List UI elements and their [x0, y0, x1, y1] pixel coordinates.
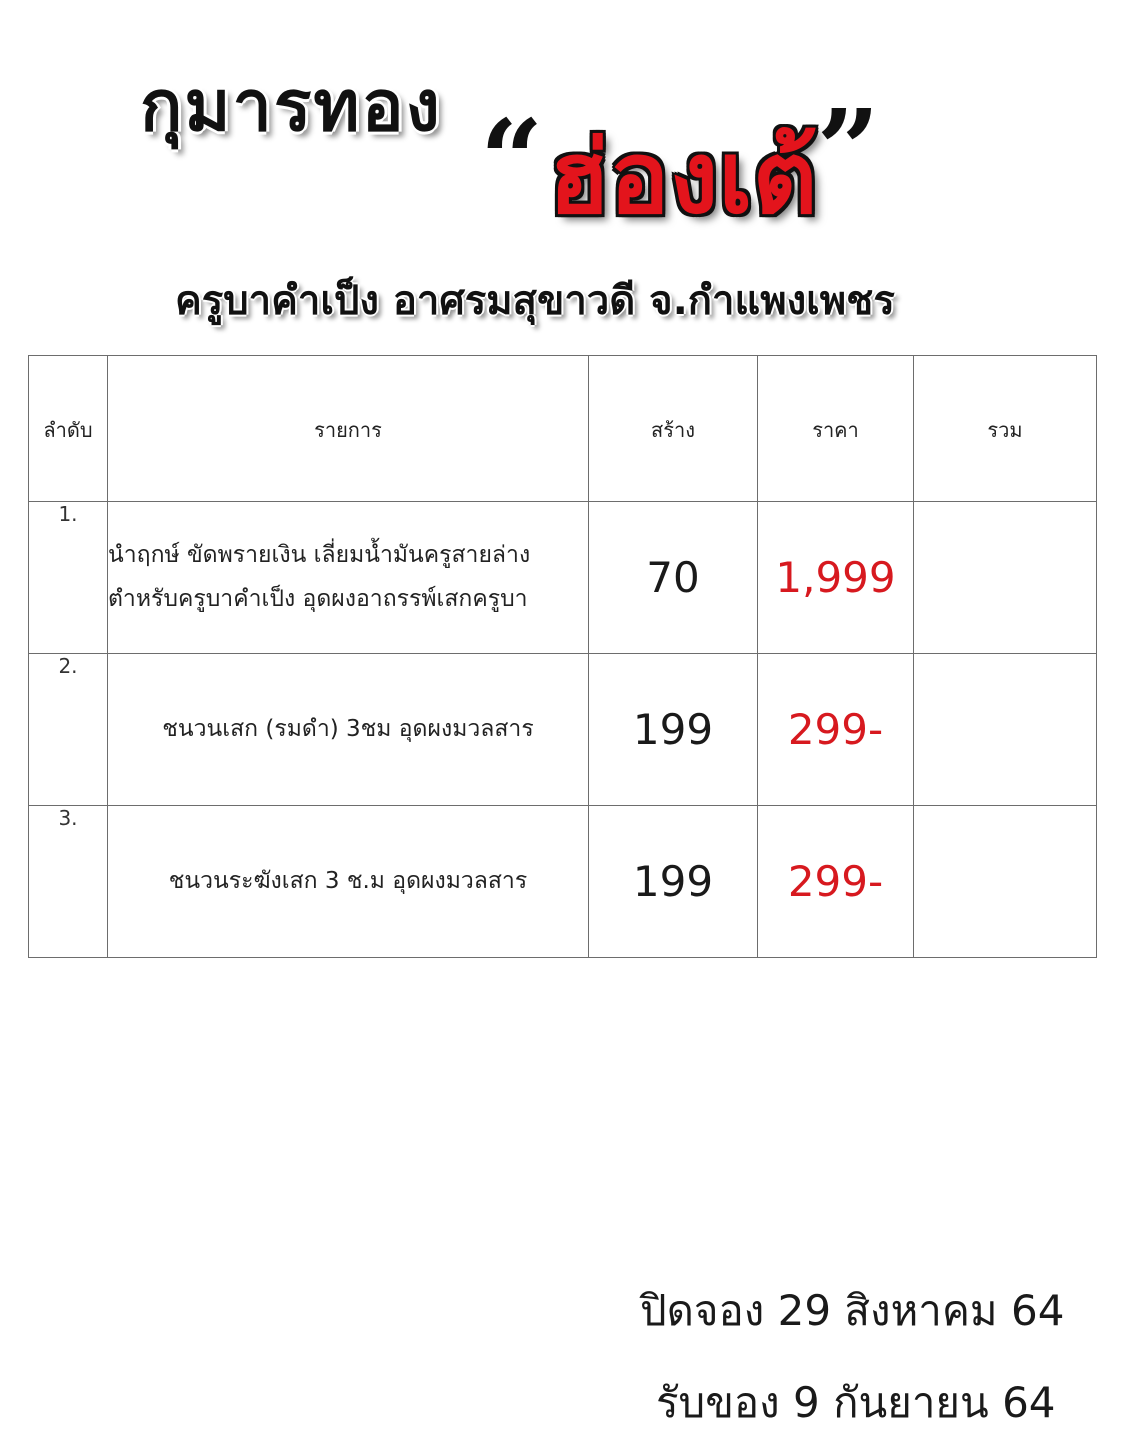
row-description — [108, 502, 589, 654]
row-description — [108, 806, 589, 958]
column-header-price: ราคา — [758, 356, 914, 502]
row-description-line: ชนวนระฆังเสก 3 ช.ม อุดผงมวลสาร — [168, 867, 528, 894]
column-header-index: ลำดับ — [29, 356, 108, 502]
items-table — [28, 355, 1097, 958]
row-price: 1,999 — [758, 502, 914, 654]
table-row — [29, 806, 1097, 958]
title-line-2-group — [480, 85, 880, 236]
table-header-row — [29, 356, 1097, 502]
title-line-1: กุมารทอง — [140, 65, 442, 147]
close-quote: ” — [816, 85, 880, 214]
row-index: 1. — [29, 502, 108, 654]
subtitle: ครูบาคำเป็ง อาศรมสุขาวดี จ.กำแพงเพชร — [175, 278, 895, 324]
row-quantity: 199 — [589, 654, 758, 806]
row-description-line: ตำหรับครูบาคำเป็ง อุดผงอาถรรพ์เสกครูบา — [108, 585, 528, 612]
title-line-2: ฮ่องเต้ — [548, 119, 818, 236]
row-total — [914, 502, 1097, 654]
row-quantity: 70 — [589, 502, 758, 654]
row-description-line: ชนวนเสก (รมดำ) 3ชม อุดผงมวลสาร — [162, 715, 534, 742]
row-index: 2. — [29, 654, 108, 806]
column-header-quantity: สร้าง — [589, 356, 758, 502]
row-description — [108, 654, 589, 806]
receive-goods-date: รับของ 9 กันยายน 64 — [656, 1378, 1056, 1427]
row-total — [914, 806, 1097, 958]
row-total — [914, 654, 1097, 806]
close-booking-date: ปิดจอง 29 สิงหาคม 64 — [640, 1286, 1065, 1335]
table-row — [29, 654, 1097, 806]
row-index: 3. — [29, 806, 108, 958]
row-price: 299- — [758, 806, 914, 958]
open-quote: “ — [480, 95, 544, 224]
column-header-item: รายการ — [108, 356, 589, 502]
column-header-total: รวม — [914, 356, 1097, 502]
row-quantity: 199 — [589, 806, 758, 958]
table-row — [29, 502, 1097, 654]
row-description-line: นำฤกษ์ ขัดพรายเงิน เลี่ยมน้ำมันครูสายล่าง — [108, 541, 531, 568]
row-price: 299- — [758, 654, 914, 806]
